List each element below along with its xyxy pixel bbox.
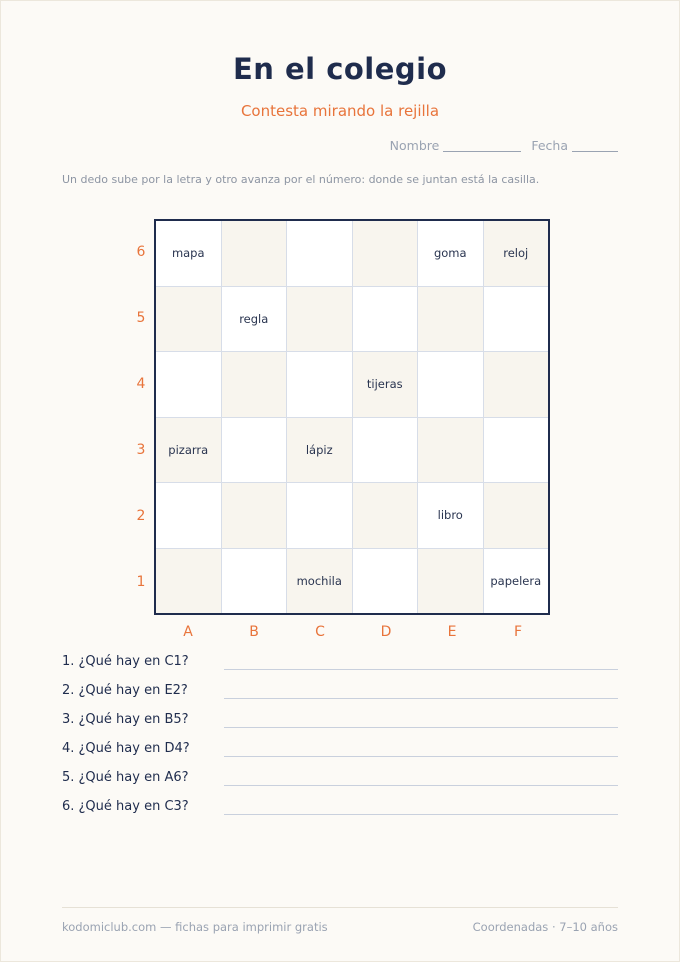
grid-cell-f5	[484, 287, 549, 352]
grid-cell-f6: reloj	[484, 221, 549, 286]
grid-cell-e5	[418, 287, 483, 352]
grid-cell-a5	[156, 287, 221, 352]
instruction-text: Un dedo sube por la letra y otro avanza por el número: donde se juntan está la casilla.	[62, 173, 540, 186]
grid-cell-e3	[418, 418, 483, 483]
page-title: En el colegio	[232, 52, 448, 86]
grid-cell-f3	[484, 418, 549, 483]
grid-cell-d3	[353, 418, 418, 483]
col-label-a: A	[183, 624, 193, 640]
grid-cell-b6	[222, 221, 287, 286]
answer-line-4[interactable]	[224, 756, 618, 757]
grid-cell-c5	[287, 287, 352, 352]
date-field[interactable]	[531, 138, 618, 153]
row-label-6: 6	[136, 244, 146, 260]
question-6: 6. ¿Qué hay en C3?	[62, 799, 189, 814]
question-1: 1. ¿Qué hay en C1?	[62, 654, 189, 669]
grid-cell-c3: lápiz	[287, 418, 352, 483]
grid-cell-f1: papelera	[484, 549, 549, 614]
name-field[interactable]	[390, 138, 522, 153]
row-label-2: 2	[136, 508, 146, 524]
grid-cell-b4	[222, 352, 287, 417]
date-label: Fecha	[531, 138, 568, 153]
answer-line-5[interactable]	[224, 785, 618, 786]
date-blank-line	[572, 151, 618, 152]
page-subtitle: Contesta mirando la rejilla	[240, 102, 440, 120]
col-label-c: C	[315, 624, 325, 640]
grid-cell-e6: goma	[418, 221, 483, 286]
name-date-fields	[390, 138, 618, 153]
grid-cell-d2	[353, 483, 418, 548]
grid-cell-a3: pizarra	[156, 418, 221, 483]
grid-cell-c2	[287, 483, 352, 548]
col-label-d: D	[380, 624, 392, 640]
grid-cell-b3	[222, 418, 287, 483]
grid-cell-e1	[418, 549, 483, 614]
question-5: 5. ¿Qué hay en A6?	[62, 770, 189, 785]
answer-line-6[interactable]	[224, 814, 618, 815]
col-label-e: E	[447, 624, 457, 640]
grid-cell-a4	[156, 352, 221, 417]
answer-line-3[interactable]	[224, 727, 618, 728]
grid-cell-d5	[353, 287, 418, 352]
grid-cell-f4	[484, 352, 549, 417]
grid-cell-a6: mapa	[156, 221, 221, 286]
grid-cell-b2	[222, 483, 287, 548]
col-label-f: F	[513, 624, 523, 640]
grid-cell-d6	[353, 221, 418, 286]
grid-cell-d1	[353, 549, 418, 614]
footer-site-link[interactable]: kodomiclub.com — fichas para imprimir gratis	[62, 920, 328, 934]
footer-divider	[62, 907, 618, 908]
grid-cell-c1: mochila	[287, 549, 352, 614]
grid-cell-d4: tijeras	[353, 352, 418, 417]
row-label-3: 3	[136, 442, 146, 458]
question-2: 2. ¿Qué hay en E2?	[62, 683, 188, 698]
grid-cell-b5: regla	[222, 287, 287, 352]
coordinate-grid	[154, 219, 550, 615]
grid-cell-c6	[287, 221, 352, 286]
name-label: Nombre	[389, 138, 440, 153]
grid-cell-e4	[418, 352, 483, 417]
answer-line-2[interactable]	[224, 698, 618, 699]
grid-cell-a2	[156, 483, 221, 548]
question-3: 3. ¿Qué hay en B5?	[62, 712, 189, 727]
row-label-4: 4	[136, 376, 146, 392]
grid-cell-c4	[287, 352, 352, 417]
question-4: 4. ¿Qué hay en D4?	[62, 741, 190, 756]
row-label-5: 5	[136, 310, 146, 326]
footer-topic: Coordenadas · 7–10 años	[472, 920, 618, 934]
row-label-1: 1	[136, 574, 146, 590]
col-label-b: B	[249, 624, 259, 640]
grid-cell-b1	[222, 549, 287, 614]
grid-cell-a1	[156, 549, 221, 614]
grid-cell-e2: libro	[418, 483, 483, 548]
answer-line-1[interactable]	[224, 669, 618, 670]
grid-cell-f2	[484, 483, 549, 548]
name-blank-line	[443, 151, 521, 152]
